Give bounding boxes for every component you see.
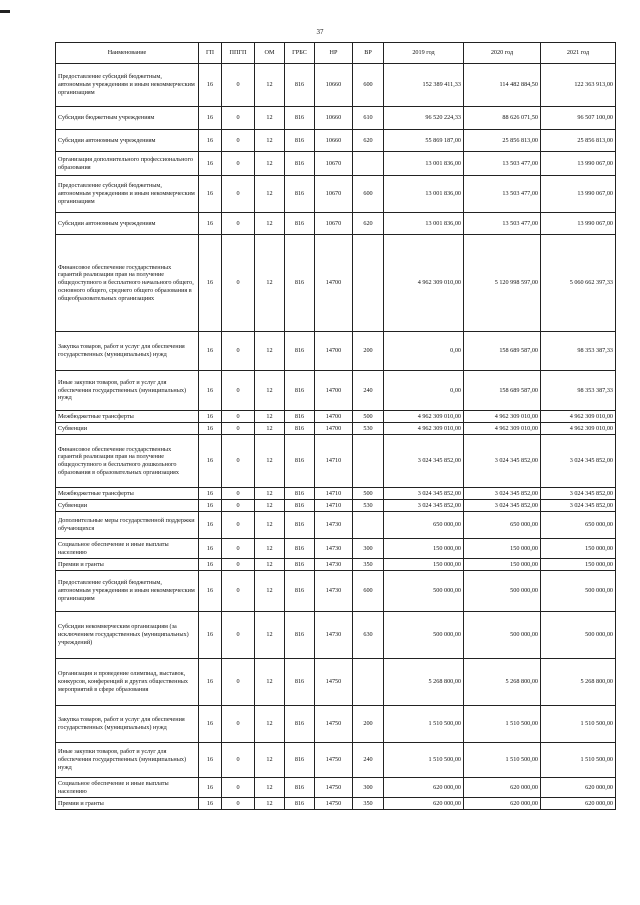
header-name: Наименование <box>56 43 199 64</box>
cell-name: Иные закупки товаров, работ и услуг для обеспечения государственных (муниципальных) нужд <box>56 743 199 778</box>
cell-y2019: 13 001 836,00 <box>384 152 464 176</box>
cell-nr: 10670 <box>315 213 353 235</box>
cell-vr: 530 <box>353 423 384 435</box>
cell-gp: 16 <box>199 571 222 612</box>
header-grbs: ГРБС <box>285 43 315 64</box>
cell-grbs: 816 <box>285 435 315 488</box>
cell-name: Предоставление субсидий бюджетным, автономным учреждениям и иным некоммерческим организациям <box>56 176 199 213</box>
cell-y2019: 3 024 345 852,00 <box>384 435 464 488</box>
cell-gp: 16 <box>199 332 222 371</box>
cell-ppgp: 0 <box>222 152 255 176</box>
cell-name: Организация и проведение олимпиад, выставок, конкурсов, конференций и других общественных мероприятий в сфере образования <box>56 659 199 706</box>
table-row <box>56 332 616 371</box>
cell-y2020: 4 962 309 010,00 <box>464 423 541 435</box>
cell-y2020: 150 000,00 <box>464 539 541 559</box>
table-row <box>56 500 616 512</box>
cell-gp: 16 <box>199 659 222 706</box>
table-row <box>56 571 616 612</box>
cell-vr: 200 <box>353 706 384 743</box>
cell-nr: 10670 <box>315 176 353 213</box>
header-vr: ВР <box>353 43 384 64</box>
cell-om: 12 <box>255 559 285 571</box>
cell-ppgp: 0 <box>222 371 255 411</box>
cell-nr: 10670 <box>315 152 353 176</box>
cell-y2019: 55 869 187,00 <box>384 130 464 152</box>
cell-y2021: 13 990 067,00 <box>541 213 616 235</box>
cell-y2020: 88 626 071,50 <box>464 107 541 130</box>
cell-y2021: 4 962 309 010,00 <box>541 411 616 423</box>
cell-vr: 240 <box>353 743 384 778</box>
cell-ppgp: 0 <box>222 332 255 371</box>
cell-y2019: 500 000,00 <box>384 612 464 659</box>
cell-y2020: 500 000,00 <box>464 571 541 612</box>
cell-y2019: 152 389 411,33 <box>384 64 464 107</box>
table-row <box>56 706 616 743</box>
cell-vr <box>353 659 384 706</box>
cell-y2021: 122 363 913,00 <box>541 64 616 107</box>
cell-vr: 350 <box>353 798 384 810</box>
cell-y2020: 3 024 345 852,00 <box>464 435 541 488</box>
header-ppgp: ППГП <box>222 43 255 64</box>
cell-y2019: 1 510 500,00 <box>384 743 464 778</box>
cell-grbs: 816 <box>285 488 315 500</box>
cell-name: Предоставление субсидий бюджетным, автономным учреждениям и иным некоммерческим организациям <box>56 64 199 107</box>
cell-name: Закупка товаров, работ и услуг для обеспечения государственных (муниципальных) нужд <box>56 332 199 371</box>
cell-grbs: 816 <box>285 559 315 571</box>
cell-vr: 600 <box>353 176 384 213</box>
cell-y2021: 13 990 067,00 <box>541 176 616 213</box>
cell-name: Субсидии автономным учреждениям <box>56 130 199 152</box>
cell-y2019: 0,00 <box>384 332 464 371</box>
cell-gp: 16 <box>199 798 222 810</box>
cell-y2019: 13 001 836,00 <box>384 176 464 213</box>
cell-y2020: 158 689 587,00 <box>464 332 541 371</box>
cell-nr: 14730 <box>315 559 353 571</box>
cell-grbs: 816 <box>285 571 315 612</box>
cell-name: Межбюджетные трансферты <box>56 488 199 500</box>
cell-grbs: 816 <box>285 235 315 332</box>
cell-y2021: 5 060 662 397,33 <box>541 235 616 332</box>
cell-om: 12 <box>255 435 285 488</box>
cell-ppgp: 0 <box>222 500 255 512</box>
cell-gp: 16 <box>199 500 222 512</box>
cell-name: Межбюджетные трансферты <box>56 411 199 423</box>
cell-nr: 14700 <box>315 235 353 332</box>
cell-vr: 600 <box>353 64 384 107</box>
cell-y2020: 13 503 477,00 <box>464 213 541 235</box>
cell-grbs: 816 <box>285 332 315 371</box>
cell-gp: 16 <box>199 778 222 798</box>
cell-y2019: 4 962 309 010,00 <box>384 423 464 435</box>
cell-nr: 14700 <box>315 411 353 423</box>
cell-y2021: 5 268 800,00 <box>541 659 616 706</box>
cell-gp: 16 <box>199 64 222 107</box>
cell-om: 12 <box>255 500 285 512</box>
cell-om: 12 <box>255 64 285 107</box>
cell-y2021: 1 510 500,00 <box>541 743 616 778</box>
cell-om: 12 <box>255 235 285 332</box>
cell-nr: 14730 <box>315 571 353 612</box>
cell-nr: 14750 <box>315 706 353 743</box>
cell-grbs: 816 <box>285 798 315 810</box>
cell-om: 12 <box>255 512 285 539</box>
cell-y2020: 3 024 345 852,00 <box>464 500 541 512</box>
cell-vr: 200 <box>353 332 384 371</box>
cell-ppgp: 0 <box>222 107 255 130</box>
cell-vr: 500 <box>353 411 384 423</box>
cell-gp: 16 <box>199 423 222 435</box>
cell-om: 12 <box>255 778 285 798</box>
cell-vr <box>353 435 384 488</box>
cell-om: 12 <box>255 423 285 435</box>
table-row <box>56 411 616 423</box>
header-2019: 2019 год <box>384 43 464 64</box>
cell-y2021: 500 000,00 <box>541 571 616 612</box>
cell-name: Социальное обеспечение и иные выплаты населению <box>56 778 199 798</box>
table-row <box>56 778 616 798</box>
cell-grbs: 816 <box>285 411 315 423</box>
cell-y2020: 1 510 500,00 <box>464 743 541 778</box>
cell-y2019: 620 000,00 <box>384 778 464 798</box>
cell-ppgp: 0 <box>222 559 255 571</box>
table-row <box>56 64 616 107</box>
cell-y2020: 25 856 813,00 <box>464 130 541 152</box>
table-row <box>56 152 616 176</box>
cell-ppgp: 0 <box>222 512 255 539</box>
cell-y2020: 4 962 309 010,00 <box>464 411 541 423</box>
cell-nr: 14700 <box>315 423 353 435</box>
cell-om: 12 <box>255 107 285 130</box>
cell-nr: 14750 <box>315 659 353 706</box>
cell-y2019: 1 510 500,00 <box>384 706 464 743</box>
cell-gp: 16 <box>199 411 222 423</box>
cell-y2020: 13 503 477,00 <box>464 176 541 213</box>
cell-gp: 16 <box>199 743 222 778</box>
cell-ppgp: 0 <box>222 743 255 778</box>
cell-y2021: 25 856 813,00 <box>541 130 616 152</box>
cell-y2019: 3 024 345 852,00 <box>384 488 464 500</box>
cell-grbs: 816 <box>285 512 315 539</box>
cell-y2021: 500 000,00 <box>541 612 616 659</box>
table-row <box>56 423 616 435</box>
cell-vr: 350 <box>353 559 384 571</box>
cell-vr: 620 <box>353 130 384 152</box>
cell-y2019: 4 962 309 010,00 <box>384 235 464 332</box>
cell-ppgp: 0 <box>222 539 255 559</box>
cell-y2020: 1 510 500,00 <box>464 706 541 743</box>
cell-y2019: 150 000,00 <box>384 539 464 559</box>
cell-vr <box>353 512 384 539</box>
cell-ppgp: 0 <box>222 130 255 152</box>
cell-nr: 14750 <box>315 798 353 810</box>
cell-y2021: 1 510 500,00 <box>541 706 616 743</box>
cell-vr <box>353 235 384 332</box>
cell-om: 12 <box>255 539 285 559</box>
cell-name: Субсидии некоммерческим организациям (за исключением государственных (муниципальных) учреждений) <box>56 612 199 659</box>
cell-om: 12 <box>255 659 285 706</box>
table-row <box>56 512 616 539</box>
cell-vr: 300 <box>353 539 384 559</box>
cell-gp: 16 <box>199 130 222 152</box>
cell-nr: 10660 <box>315 130 353 152</box>
cell-y2019: 0,00 <box>384 371 464 411</box>
cell-name: Премии и гранты <box>56 559 199 571</box>
cell-grbs: 816 <box>285 152 315 176</box>
cell-ppgp: 0 <box>222 571 255 612</box>
cell-grbs: 816 <box>285 213 315 235</box>
header-2020: 2020 год <box>464 43 541 64</box>
cell-vr: 240 <box>353 371 384 411</box>
table-row <box>56 659 616 706</box>
cell-om: 12 <box>255 332 285 371</box>
cell-name: Субвенции <box>56 423 199 435</box>
cell-grbs: 816 <box>285 176 315 213</box>
cell-ppgp: 0 <box>222 235 255 332</box>
cell-vr <box>353 152 384 176</box>
cell-nr: 14730 <box>315 539 353 559</box>
cell-ppgp: 0 <box>222 706 255 743</box>
cell-name: Субсидии автономным учреждениям <box>56 213 199 235</box>
cell-nr: 14730 <box>315 512 353 539</box>
cell-y2021: 3 024 345 852,00 <box>541 488 616 500</box>
cell-nr: 14730 <box>315 612 353 659</box>
cell-nr: 10660 <box>315 107 353 130</box>
cell-nr: 14710 <box>315 488 353 500</box>
cell-ppgp: 0 <box>222 435 255 488</box>
cell-gp: 16 <box>199 488 222 500</box>
cell-y2021: 98 353 387,33 <box>541 371 616 411</box>
cell-ppgp: 0 <box>222 64 255 107</box>
table-row <box>56 435 616 488</box>
cell-y2020: 158 689 587,00 <box>464 371 541 411</box>
cell-y2019: 5 268 800,00 <box>384 659 464 706</box>
cell-gp: 16 <box>199 435 222 488</box>
cell-om: 12 <box>255 612 285 659</box>
table-row <box>56 488 616 500</box>
cell-name: Иные закупки товаров, работ и услуг для обеспечения государственных (муниципальных) нужд <box>56 371 199 411</box>
cell-grbs: 816 <box>285 423 315 435</box>
cell-gp: 16 <box>199 559 222 571</box>
cell-y2019: 4 962 309 010,00 <box>384 411 464 423</box>
cell-om: 12 <box>255 706 285 743</box>
cell-gp: 16 <box>199 539 222 559</box>
cell-vr: 500 <box>353 488 384 500</box>
header-nr: НР <box>315 43 353 64</box>
cell-ppgp: 0 <box>222 659 255 706</box>
cell-nr: 14750 <box>315 743 353 778</box>
cell-om: 12 <box>255 176 285 213</box>
cell-name: Предоставление субсидий бюджетным, автономным учреждениям и иным некоммерческим организациям <box>56 571 199 612</box>
cell-grbs: 816 <box>285 659 315 706</box>
cell-y2021: 98 353 387,33 <box>541 332 616 371</box>
cell-om: 12 <box>255 152 285 176</box>
cell-grbs: 816 <box>285 64 315 107</box>
cell-y2020: 13 503 477,00 <box>464 152 541 176</box>
cell-nr: 14750 <box>315 778 353 798</box>
cell-y2021: 150 000,00 <box>541 539 616 559</box>
cell-y2021: 13 990 067,00 <box>541 152 616 176</box>
cell-om: 12 <box>255 130 285 152</box>
cell-y2020: 114 482 884,50 <box>464 64 541 107</box>
cell-y2019: 150 000,00 <box>384 559 464 571</box>
cell-name: Организация дополнительного профессионального образования <box>56 152 199 176</box>
cell-grbs: 816 <box>285 706 315 743</box>
cell-om: 12 <box>255 411 285 423</box>
cell-y2019: 620 000,00 <box>384 798 464 810</box>
header-gp: ГП <box>199 43 222 64</box>
cell-om: 12 <box>255 371 285 411</box>
header-row <box>56 43 616 64</box>
cell-name: Социальное обеспечение и иные выплаты населению <box>56 539 199 559</box>
cell-y2020: 5 268 800,00 <box>464 659 541 706</box>
cell-grbs: 816 <box>285 778 315 798</box>
cell-nr: 10660 <box>315 64 353 107</box>
cell-y2021: 4 962 309 010,00 <box>541 423 616 435</box>
table-row <box>56 176 616 213</box>
cell-y2019: 13 001 836,00 <box>384 213 464 235</box>
header-2021: 2021 год <box>541 43 616 64</box>
cell-y2019: 650 000,00 <box>384 512 464 539</box>
cell-y2021: 620 000,00 <box>541 778 616 798</box>
cell-y2020: 5 120 998 597,00 <box>464 235 541 332</box>
cell-name: Финансовое обеспечение государственных гарантий реализации прав на получение общедоступного и бесплатного дошкольного образования в образовательных организациях <box>56 435 199 488</box>
cell-vr: 610 <box>353 107 384 130</box>
cell-y2020: 500 000,00 <box>464 612 541 659</box>
cell-name: Субвенции <box>56 500 199 512</box>
cell-y2020: 620 000,00 <box>464 778 541 798</box>
cell-nr: 14700 <box>315 371 353 411</box>
cell-name: Дополнительные меры государственной поддержки обучающихся <box>56 512 199 539</box>
cell-grbs: 816 <box>285 539 315 559</box>
cell-vr: 620 <box>353 213 384 235</box>
cell-grbs: 816 <box>285 612 315 659</box>
cell-nr: 14710 <box>315 500 353 512</box>
cell-gp: 16 <box>199 706 222 743</box>
cell-gp: 16 <box>199 371 222 411</box>
table-row <box>56 130 616 152</box>
cell-nr: 14710 <box>315 435 353 488</box>
cell-gp: 16 <box>199 213 222 235</box>
cell-y2019: 500 000,00 <box>384 571 464 612</box>
cell-om: 12 <box>255 488 285 500</box>
cell-nr: 14700 <box>315 332 353 371</box>
cell-y2021: 620 000,00 <box>541 798 616 810</box>
cell-name: Субсидии бюджетным учреждениям <box>56 107 199 130</box>
budget-table <box>55 42 616 810</box>
table-body <box>56 64 616 810</box>
table-row <box>56 371 616 411</box>
cell-y2020: 650 000,00 <box>464 512 541 539</box>
table-row <box>56 612 616 659</box>
cell-y2019: 96 520 224,33 <box>384 107 464 130</box>
cell-y2020: 150 000,00 <box>464 559 541 571</box>
cell-ppgp: 0 <box>222 778 255 798</box>
cell-grbs: 816 <box>285 130 315 152</box>
cell-y2021: 96 507 100,00 <box>541 107 616 130</box>
cell-name: Финансовое обеспечение государственных гарантий реализации прав на получение общедоступного и бесплатного начального общего, основного общего, среднего общего образования в общеобразовательных организациях <box>56 235 199 332</box>
cell-ppgp: 0 <box>222 798 255 810</box>
cell-ppgp: 0 <box>222 488 255 500</box>
cell-grbs: 816 <box>285 107 315 130</box>
table-row <box>56 213 616 235</box>
cell-grbs: 816 <box>285 500 315 512</box>
cell-y2021: 150 000,00 <box>541 559 616 571</box>
header-om: ОМ <box>255 43 285 64</box>
cell-y2020: 620 000,00 <box>464 798 541 810</box>
cell-vr: 530 <box>353 500 384 512</box>
scan-edge-mark <box>0 10 10 13</box>
cell-vr: 300 <box>353 778 384 798</box>
cell-name: Премии и гранты <box>56 798 199 810</box>
cell-gp: 16 <box>199 107 222 130</box>
cell-vr: 600 <box>353 571 384 612</box>
cell-gp: 16 <box>199 612 222 659</box>
table-row <box>56 559 616 571</box>
cell-y2021: 3 024 345 852,00 <box>541 435 616 488</box>
cell-vr: 630 <box>353 612 384 659</box>
cell-grbs: 816 <box>285 743 315 778</box>
page-number: 37 <box>316 28 324 36</box>
cell-gp: 16 <box>199 176 222 213</box>
table-row <box>56 107 616 130</box>
cell-ppgp: 0 <box>222 423 255 435</box>
cell-gp: 16 <box>199 152 222 176</box>
table-row <box>56 235 616 332</box>
cell-y2021: 3 024 345 852,00 <box>541 500 616 512</box>
cell-y2020: 3 024 345 852,00 <box>464 488 541 500</box>
cell-gp: 16 <box>199 512 222 539</box>
table-row <box>56 743 616 778</box>
cell-om: 12 <box>255 798 285 810</box>
cell-ppgp: 0 <box>222 213 255 235</box>
cell-om: 12 <box>255 743 285 778</box>
cell-y2021: 650 000,00 <box>541 512 616 539</box>
cell-ppgp: 0 <box>222 411 255 423</box>
cell-y2019: 3 024 345 852,00 <box>384 500 464 512</box>
cell-ppgp: 0 <box>222 176 255 213</box>
cell-ppgp: 0 <box>222 612 255 659</box>
cell-om: 12 <box>255 571 285 612</box>
cell-om: 12 <box>255 213 285 235</box>
cell-name: Закупка товаров, работ и услуг для обеспечения государственных (муниципальных) нужд <box>56 706 199 743</box>
table-row <box>56 539 616 559</box>
cell-grbs: 816 <box>285 371 315 411</box>
table-row <box>56 798 616 810</box>
cell-gp: 16 <box>199 235 222 332</box>
